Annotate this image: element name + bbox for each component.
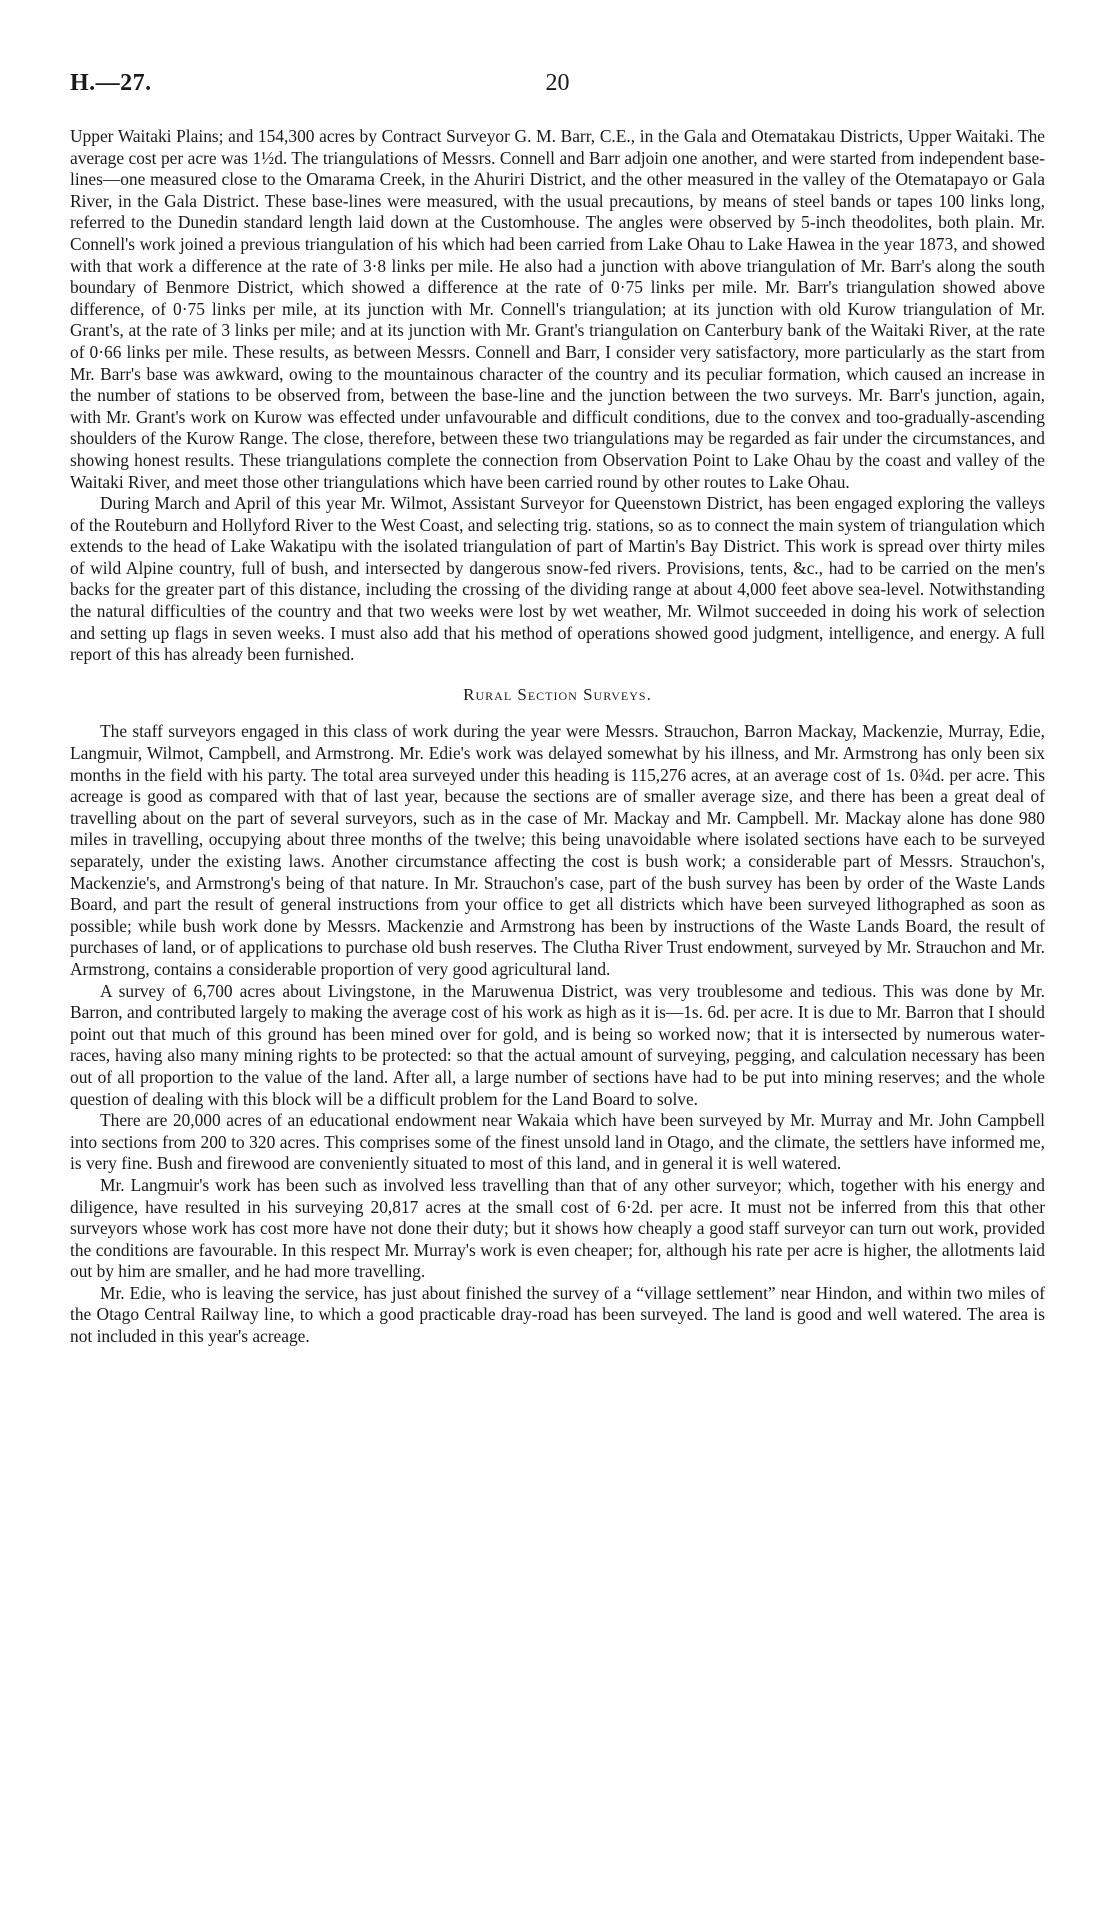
- paragraph-livingstone-survey: A survey of 6,700 acres about Livingstone, in the Maruwenua District, was very troublesome and tedious. This was done by Mr. Barron, and contributed largely to making the average cost of his work as high as it is—1s. 6d. per acre. It is due to Mr. Barron that I should point out that much of this ground has been mined over for gold, and is being so worked now; that it is intersected by numerous water-races, having also many mining rights to be protected: so that the actual amount of surveying, pegging, and calculation necessary has been out of all proportion to the value of the land. After all, a large number of sections have had to be put into mining reserves; and the whole question of dealing with this block will be a difficult problem for the Land Board to solve.: [70, 980, 1045, 1109]
- document-page: [70, 70, 1045, 1348]
- paragraph-wilmot-exploration: During March and April of this year Mr. Wilmot, Assistant Surveyor for Queenstown District, has been engaged exploring the valleys of the Routeburn and Hollyford River to the West Coast, and selecting trig. stations, so as to connect the main system of triangulation which extends to the head of Lake Wakatipu with the isolated triangulation of part of Martin's Bay District. This work is spread over thirty miles of wild Alpine country, full of bush, and intersected by dangerous snow-fed rivers. Provisions, tents, &c., had to be carried on the men's backs for the greater part of this distance, including the crossing of the dividing range at about 4,000 feet above sea-level. Notwithstanding the natural difficulties of the country and that two weeks were lost by wet weather, Mr. Wilmot succeeded in doing his work of selection and setting up flags in seven weeks. I must also add that his method of operations showed good judgment, intelligence, and energy. A full report of this has already been furnished.: [70, 493, 1045, 665]
- paragraph-triangulation: Upper Waitaki Plains; and 154,300 acres by Contract Surveyor G. M. Barr, C.E., in the Gala and Otematakau Districts, Upper Waitaki. The average cost per acre was 1½d. The triangulations of Messrs. Connell and Barr adjoin one another, and were started from independent base-lines—one measured close to the Omarama Creek, in the Ahuriri District, and the other measured in the valley of the Otematapayo or Gala River, in the Gala District. These base-lines were measured, with the usual precautions, by means of steel bands or tapes 100 links long, referred to the Dunedin standard length laid down at the Customhouse. The angles were observed by 5-inch theodolites, both plain. Mr. Connell's work joined a previous triangulation of his which had been carried from Lake Ohau to Lake Hawea in the year 1873, and showed with that work a difference at the rate of 3·8 links per mile. He also had a junction with above triangulation of Mr. Barr's along the south boundary of Benmore District, which showed a difference at the rate of 0·75 links per mile. Mr. Barr's triangulation showed above difference, of 0·75 links per mile, at its junction with Mr. Connell's triangulation; at its junction with old Kurow triangulation of Mr. Grant's, at the rate of 3 links per mile; and at its junction with Mr. Grant's triangulation on Canterbury bank of the Waitaki River, at the rate of 0·66 links per mile. These results, as between Messrs. Connell and Barr, I consider very satisfactory, more particularly as the start from Mr. Barr's base was awkward, owing to the mountainous character of the country and its peculiar formation, which caused an increase in the number of stations to be observed from, between the base-line and the junction between the two surveys. Mr. Barr's junction, again, with Mr. Grant's work on Kurow was effected under unfavourable and difficult conditions, due to the convex and too-gradually-ascending shoulders of the Kurow Range. The close, therefore, between these two triangulations may be regarded as fair under the circumstances, and showing honest results. These triangulations complete the connection from Observation Point to Lake Ohau by the coast and valley of the Waitaki River, and meet those other triangulations which have been carried round by other routes to Lake Ohau.: [70, 126, 1045, 492]
- document-code: H.—27.: [70, 70, 152, 96]
- page-header: [70, 70, 1045, 110]
- section-heading: Rural Section Surveys.: [463, 684, 652, 704]
- paragraph-wakaia-endowment: There are 20,000 acres of an educational endowment near Wakaia which have been surveyed by Mr. Murray and Mr. John Campbell into sections from 200 to 320 acres. This comprises some of the finest unsold land in Otago, and the climate, the settlers have informed me, is very fine. Bush and firewood are conveniently situated to most of this land, and in general it is well watered.: [70, 1110, 1045, 1174]
- paragraph-langmuir-work: Mr. Langmuir's work has been such as involved less travelling than that of any other surveyor; which, together with his energy and diligence, have resulted in his surveying 20,817 acres at the small cost of 6·2d. per acre. It must not be inferred from this that other surveyors whose work has cost more have not done their duty; but it shows how cheaply a good staff surveyor can turn out work, provided the conditions are favourable. In this respect Mr. Murray's work is even cheaper; for, although his rate per acre is higher, the allotments laid out by him are smaller, and he had more travelling.: [70, 1174, 1045, 1282]
- paragraph-edie-village-settlement: Mr. Edie, who is leaving the service, has just about finished the survey of a “village settlement” near Hindon, and within two miles of the Otago Central Railway line, to which a good practicable dray-road has been surveyed. The land is good and well watered. The area is not included in this year's acreage.: [70, 1282, 1045, 1347]
- page-number: 20: [545, 70, 570, 96]
- paragraph-staff-surveyors: The staff surveyors engaged in this class of work during the year were Messrs. Strauchon, Barron Mackay, Mackenzie, Murray, Edie, Langmuir, Wilmot, Campbell, and Armstrong. Mr. Edie's work was delayed somewhat by his illness, and Mr. Armstrong has only been six months in the field with his party. The total area surveyed under this heading is 115,276 acres, at an average cost of 1s. 0¾d. per acre. This acreage is good as compared with that of last year, because the sections are of smaller average size, and there has been a great deal of travelling about on the part of several surveyors, such as in the case of Mr. Mackay and Mr. Campbell. Mr. Mackay alone has done 980 miles in travelling, occupying about three months of the twelve; this being unavoidable where isolated sections have each to be surveyed separately, under the existing laws. Another circumstance affecting the cost is bush work; a considerable part of Messrs. Strauchon's, Mackenzie's, and Armstrong's being of that nature. In Mr. Strauchon's case, part of the bush survey has been by order of the Waste Lands Board, and part the result of general instructions from your office to get all districts which have been surveyed lithographed as soon as possible; while bush work done by Messrs. Mackenzie and Armstrong has been by instructions of the Waste Lands Board, the result of purchases of land, or of applications to purchase old bush reserves. The Clutha River Trust endowment, surveyed by Mr. Strauchon and Mr. Armstrong, contains a considerable proportion of very good agricultural land.: [70, 721, 1045, 979]
- document-body: [70, 126, 1045, 1348]
